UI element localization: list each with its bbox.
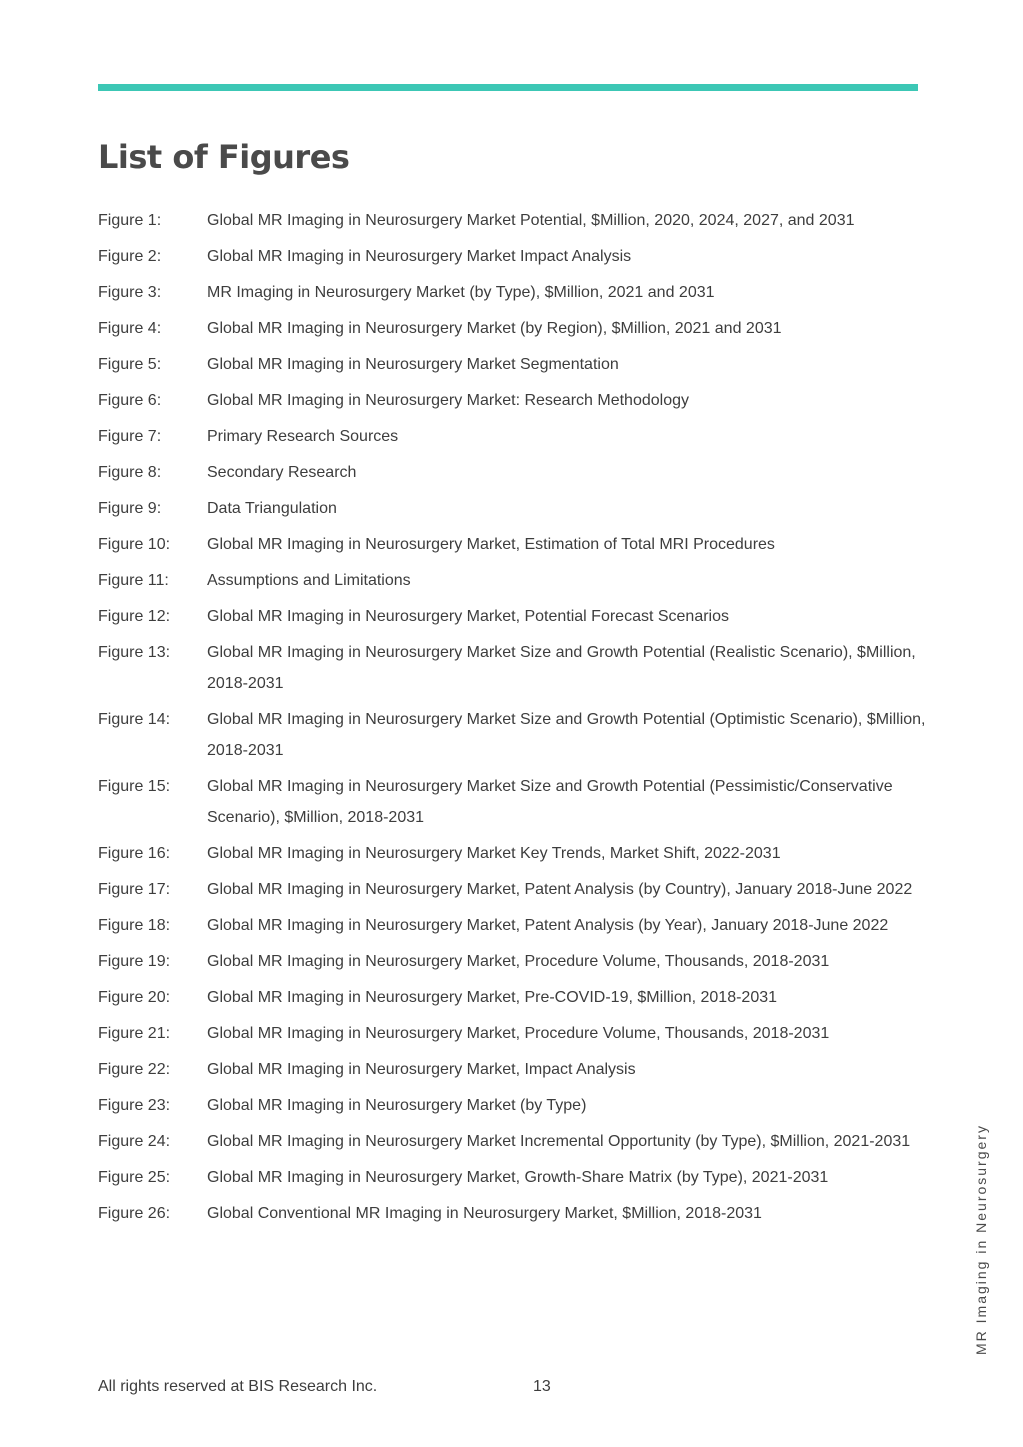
figure-title: Global MR Imaging in Neurosurgery Market, Patent Analysis (by Year), January 2018-June 2022 <box>207 917 889 934</box>
figure-number: Figure 18: <box>98 917 171 934</box>
figure-number: Figure 20: <box>98 989 171 1006</box>
figure-number: Figure 17: <box>98 881 171 898</box>
list-item <box>98 241 928 272</box>
list-item <box>98 421 928 452</box>
list-item <box>98 529 928 560</box>
figure-number: Figure 23: <box>98 1097 171 1114</box>
figure-title: Global MR Imaging in Neurosurgery Market Key Trends, Market Shift, 2022-2031 <box>207 845 781 862</box>
figure-title: Assumptions and Limitations <box>207 572 411 589</box>
list-item <box>98 1018 928 1049</box>
figure-number: Figure 21: <box>98 1025 171 1042</box>
figure-title: Primary Research Sources <box>207 428 399 445</box>
figure-number: Figure 22: <box>98 1061 171 1078</box>
list-item <box>98 874 928 905</box>
list-item <box>98 910 928 941</box>
figure-number: Figure 15: <box>98 778 171 795</box>
list-item <box>98 493 928 524</box>
figure-number: Figure 5: <box>98 356 162 373</box>
figure-number: Figure 2: <box>98 248 162 265</box>
page-title: List of Figures <box>98 138 350 176</box>
figure-number: Figure 1: <box>98 212 162 229</box>
list-item <box>98 704 928 766</box>
figure-number: Figure 26: <box>98 1205 171 1222</box>
list-item <box>98 1126 928 1157</box>
figure-title: Global MR Imaging in Neurosurgery Market Incremental Opportunity (by Type), $Million, 2021-2031 <box>207 1133 911 1150</box>
figure-title: Global MR Imaging in Neurosurgery Market, Procedure Volume, Thousands, 2018-2031 <box>207 1025 830 1042</box>
figure-title: Global MR Imaging in Neurosurgery Market: Research Methodology <box>207 392 689 409</box>
list-item <box>98 838 928 869</box>
figure-title: Global MR Imaging in Neurosurgery Market Size and Growth Potential (Realistic Scenario), $Million, 2018-2031 <box>207 644 916 692</box>
list-item <box>98 637 928 699</box>
list-item <box>98 601 928 632</box>
figure-list <box>98 205 928 1234</box>
figure-number: Figure 13: <box>98 644 171 661</box>
figure-number: Figure 16: <box>98 845 171 862</box>
figure-number: Figure 7: <box>98 428 162 445</box>
accent-bar <box>98 84 918 91</box>
figure-number: Figure 4: <box>98 320 162 337</box>
side-label: MR Imaging in Neurosurgery <box>973 1124 989 1355</box>
list-item <box>98 1162 928 1193</box>
figure-number: Figure 11: <box>98 572 169 589</box>
list-item <box>98 982 928 1013</box>
figure-title: Global Conventional MR Imaging in Neurosurgery Market, $Million, 2018-2031 <box>207 1205 762 1222</box>
figure-title: Global MR Imaging in Neurosurgery Market, Potential Forecast Scenarios <box>207 608 729 625</box>
figure-title: Data Triangulation <box>207 500 337 517</box>
figure-number: Figure 12: <box>98 608 171 625</box>
figure-number: Figure 24: <box>98 1133 171 1150</box>
list-item <box>98 1090 928 1121</box>
figure-title: Global MR Imaging in Neurosurgery Market Size and Growth Potential (Optimistic Scenario), $Million, 2018-2031 <box>207 711 926 759</box>
list-item <box>98 313 928 344</box>
figure-title: Global MR Imaging in Neurosurgery Market Size and Growth Potential (Pessimistic/Conservative Scenario), $Million, 2018-2031 <box>207 778 893 826</box>
figure-title: Global MR Imaging in Neurosurgery Market, Growth-Share Matrix (by Type), 2021-2031 <box>207 1169 829 1186</box>
figure-number: Figure 25: <box>98 1169 171 1186</box>
figure-number: Figure 14: <box>98 711 171 728</box>
figure-title: Global MR Imaging in Neurosurgery Market, Patent Analysis (by Country), January 2018-June 2022 <box>207 881 913 898</box>
list-item <box>98 1054 928 1085</box>
figure-number: Figure 8: <box>98 464 162 481</box>
list-item <box>98 385 928 416</box>
page-number: 13 <box>533 1378 551 1395</box>
list-item <box>98 205 928 236</box>
figure-title: Secondary Research <box>207 464 357 481</box>
figure-title: Global MR Imaging in Neurosurgery Market Impact Analysis <box>207 248 632 265</box>
figure-title: MR Imaging in Neurosurgery Market (by Type), $Million, 2021 and 2031 <box>207 284 715 301</box>
figure-number: Figure 6: <box>98 392 162 409</box>
figure-title: Global MR Imaging in Neurosurgery Market, Procedure Volume, Thousands, 2018-2031 <box>207 953 830 970</box>
list-item <box>98 1198 928 1229</box>
list-item <box>98 565 928 596</box>
figure-title: Global MR Imaging in Neurosurgery Market, Pre-COVID-19, $Million, 2018-2031 <box>207 989 778 1006</box>
figure-title: Global MR Imaging in Neurosurgery Market, Impact Analysis <box>207 1061 636 1078</box>
figure-number: Figure 10: <box>98 536 171 553</box>
list-item <box>98 771 928 833</box>
figure-number: Figure 3: <box>98 284 162 301</box>
figure-title: Global MR Imaging in Neurosurgery Market (by Region), $Million, 2021 and 2031 <box>207 320 782 337</box>
figure-title: Global MR Imaging in Neurosurgery Market (by Type) <box>207 1097 587 1114</box>
list-item <box>98 277 928 308</box>
figure-number: Figure 9: <box>98 500 162 517</box>
list-item <box>98 457 928 488</box>
figure-title: Global MR Imaging in Neurosurgery Market Segmentation <box>207 356 619 373</box>
figure-title: Global MR Imaging in Neurosurgery Market Potential, $Million, 2020, 2024, 2027, and 2031 <box>207 212 855 229</box>
figure-number: Figure 19: <box>98 953 171 970</box>
figure-title: Global MR Imaging in Neurosurgery Market, Estimation of Total MRI Procedures <box>207 536 775 553</box>
list-item <box>98 946 928 977</box>
list-item <box>98 349 928 380</box>
footer-rights: All rights reserved at BIS Research Inc. <box>98 1378 378 1395</box>
